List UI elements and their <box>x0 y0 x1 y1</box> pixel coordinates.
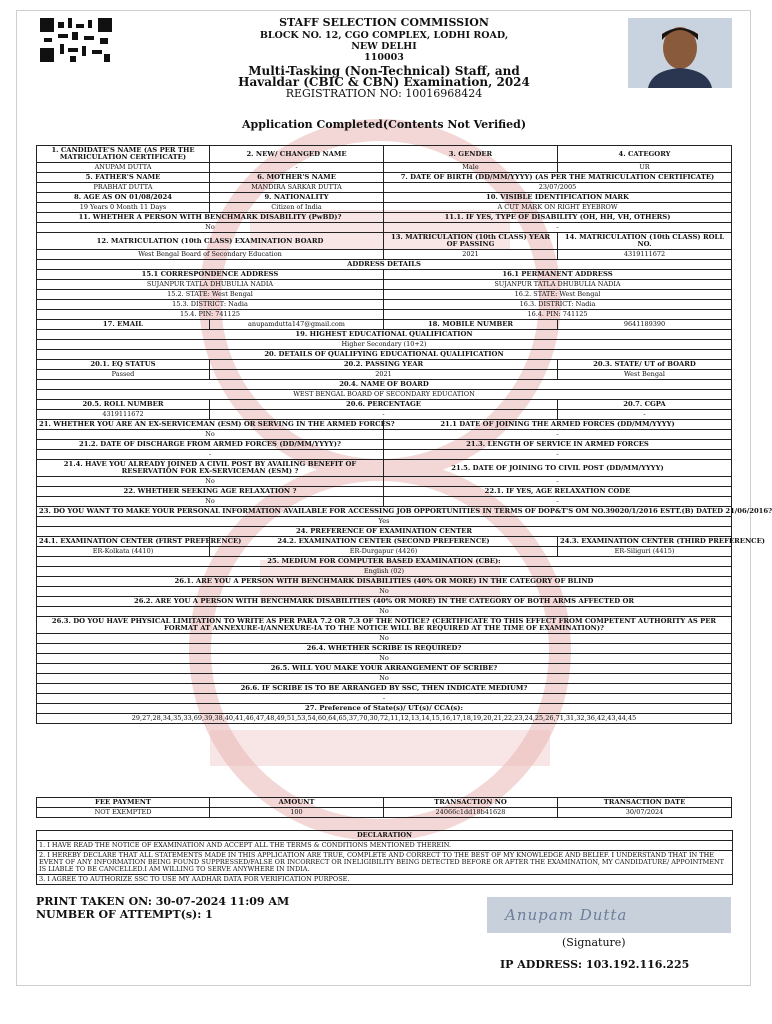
table-row <box>37 146 732 163</box>
table-row <box>37 340 732 350</box>
field-label: 26.3. DO YOU HAVE PHYSICAL LIMITATION TO WRITE AS PER PARA 7.2 OR 7.3 OF THE NOTICE? (CERTIFICATE TO THIS EFFECT FROM COMPETENT AUTHORITY AS PER FORMAT AT ANNEXURE-I/ANNEXURE-IA TO THE NOTICE WILL BE REQUIRED AT THE TIME OF EXAMINATION)? <box>37 617 732 634</box>
table-row <box>37 694 732 704</box>
field-value: 19 Years 0 Month 11 Days <box>37 203 210 213</box>
table-row <box>37 557 732 567</box>
field-value: Passed <box>37 370 210 380</box>
number-of-attempts: NUMBER OF ATTEMPT(s): 1 <box>36 908 213 921</box>
field-label: 20.1. EQ STATUS <box>37 360 210 370</box>
field-value: Citizen of India <box>210 203 384 213</box>
signature-label: (Signature) <box>562 936 626 949</box>
field-label: 26.2. ARE YOU A PERSON WITH BENCHMARK DISABILITIES (40% OR MORE) IN THE CATEGORY OF BOTH ARMS AFFECTED OR <box>37 597 732 607</box>
table-row <box>37 350 732 360</box>
field-value: 23/07/2005 <box>384 183 732 193</box>
org-title: STAFF SELECTION COMMISSION <box>279 16 489 29</box>
field-label: 21.1 DATE OF JOINING THE ARMED FORCES (DD/MM/YYYY) <box>384 420 732 430</box>
field-value: - <box>210 163 384 173</box>
field-value: No <box>37 477 384 487</box>
field-value: 15.3. DISTRICT: Nadia <box>37 300 384 310</box>
org-address-line1: BLOCK NO. 12, CGO COMPLEX, LODHI ROAD, <box>259 30 509 41</box>
table-row <box>37 607 732 617</box>
field-value: 15.4. PIN: 741125 <box>37 310 384 320</box>
field-label: 4. CATEGORY <box>558 146 732 163</box>
field-label: 11. WHETHER A PERSON WITH BENCHMARK DISABILITY (PwBD)? <box>37 213 384 223</box>
field-value: - <box>384 477 732 487</box>
transaction-no-value: 24066c1dd18b41628 <box>384 808 558 818</box>
field-label: 16.1 PERMANENT ADDRESS <box>384 270 732 280</box>
transaction-date-value: 30/07/2024 <box>558 808 732 818</box>
fee-payment-value: NOT EXEMPTED <box>37 808 210 818</box>
field-value: ER-Kolkata (4410) <box>37 547 210 557</box>
field-value: 16.3. DISTRICT: Nadia <box>384 300 732 310</box>
field-value: Yes <box>37 517 732 527</box>
table-row <box>37 537 732 547</box>
field-value: 2021 <box>210 370 558 380</box>
field-value: No <box>37 607 732 617</box>
field-label: 21.2. DATE OF DISCHARGE FROM ARMED FORCES (DD/MM/YYYY)? <box>37 440 384 450</box>
table-row <box>37 497 732 507</box>
declaration-box <box>36 830 733 885</box>
field-label: 5. FATHER'S NAME <box>37 173 210 183</box>
field-value: - <box>384 497 732 507</box>
field-value: UR <box>558 163 732 173</box>
table-row <box>37 547 732 557</box>
table-row <box>37 310 732 320</box>
field-label: 20.7. CGPA <box>558 400 732 410</box>
field-label: 13. MATRICULATION (10th CLASS) YEAR OF PASSING <box>384 233 558 250</box>
table-row <box>37 644 732 654</box>
field-value: - <box>558 410 732 420</box>
field-label: 20.5. ROLL NUMBER <box>37 400 210 410</box>
field-value: 15.2. STATE: West Bengal <box>37 290 384 300</box>
field-value: - <box>384 430 732 440</box>
exam-name-line2: Havaldar (CBIC & CBN) Examination, 2024 <box>238 75 530 89</box>
field-label: 27. Preference of State(s)/ UT(s)/ CCA(s): <box>37 704 732 714</box>
field-label: ADDRESS DETAILS <box>37 260 732 270</box>
field-value: No <box>37 587 732 597</box>
field-value: ER-Siliguri (4415) <box>558 547 732 557</box>
field-label: 20.6. PERCENTAGE <box>210 400 558 410</box>
table-row <box>37 507 732 517</box>
table-row <box>37 193 732 203</box>
field-label: 24.1. EXAMINATION CENTER (FIRST PREFERENCE) <box>37 537 210 547</box>
table-row <box>37 223 732 233</box>
table-row <box>37 280 732 290</box>
field-label: 24. PREFERENCE OF EXAMINATION CENTER <box>37 527 732 537</box>
field-value: anupamdutta147@gmail.com <box>210 320 384 330</box>
field-value: MANDIRA SARKAR DUTTA <box>210 183 384 193</box>
table-row <box>37 213 732 223</box>
print-taken-on: PRINT TAKEN ON: 30-07-2024 11:09 AM <box>36 895 290 908</box>
table-row <box>37 487 732 497</box>
table-row <box>37 684 732 694</box>
field-label: 26.6. IF SCRIBE IS TO BE ARRANGED BY SSC, THEN INDICATE MEDIUM? <box>37 684 732 694</box>
field-label: 22. WHETHER SEEKING AGE RELAXATION ? <box>37 487 384 497</box>
table-row <box>37 617 732 634</box>
field-value: No <box>37 497 384 507</box>
field-label: 14. MATRICULATION (10th CLASS) ROLL NO. <box>558 233 732 250</box>
candidate-photo <box>628 18 732 88</box>
table-row <box>37 634 732 644</box>
field-label: 2. NEW/ CHANGED NAME <box>210 146 384 163</box>
field-label: 25. MEDIUM FOR COMPUTER BASED EXAMINATION (CBE): <box>37 557 732 567</box>
table-row <box>37 664 732 674</box>
table-row <box>37 270 732 280</box>
table-row <box>37 330 732 340</box>
field-value: - <box>384 223 732 233</box>
field-value: No <box>37 634 732 644</box>
field-value: Higher Secondary (10+2) <box>37 340 732 350</box>
field-value: No <box>37 223 384 233</box>
field-value: 9641189390 <box>558 320 732 330</box>
field-value: - <box>37 450 384 460</box>
field-label: 11.1. IF YES, TYPE OF DISABILITY (OH, HH, VH, OTHERS) <box>384 213 732 223</box>
table-row <box>37 477 732 487</box>
field-label: 20.2. PASSING YEAR <box>210 360 558 370</box>
field-value: - <box>37 694 732 704</box>
table-row <box>37 460 732 477</box>
table-row <box>37 163 732 173</box>
field-value: English (02) <box>37 567 732 577</box>
field-value: 4319111672 <box>558 250 732 260</box>
field-value: - <box>210 410 558 420</box>
table-row <box>37 517 732 527</box>
application-status: Application Completed(Contents Not Verified) <box>241 118 527 131</box>
ip-address: IP ADDRESS: 103.192.116.225 <box>500 958 690 971</box>
field-value: No <box>37 674 732 684</box>
declaration-item: 1. I HAVE READ THE NOTICE OF EXAMINATION AND ACCEPT ALL THE TERMS & CONDITIONS MENTIONED THEREIN. <box>37 840 732 850</box>
field-value: A CUT MARK ON RIGHT EYEBROW <box>384 203 732 213</box>
transaction-no-header: TRANSACTION NO <box>384 798 558 808</box>
table-row <box>37 203 732 213</box>
field-label: 21.5. DATE OF JOINING TO CIVIL POST (DD/MM/YYYY) <box>384 460 732 477</box>
table-row <box>37 577 732 587</box>
field-label: 12. MATRICULATION (10th CLASS) EXAMINATION BOARD <box>37 233 384 250</box>
table-row <box>37 654 732 664</box>
field-label: 20. DETAILS OF QUALIFYING EDUCATIONAL QUALIFICATION <box>37 350 732 360</box>
table-row <box>37 260 732 270</box>
exam-name-line1: Multi-Tasking (Non-Technical) Staff, and <box>248 64 520 78</box>
field-label: 20.3. STATE/ UT of BOARD <box>558 360 732 370</box>
table-row <box>37 390 732 400</box>
declaration-title: DECLARATION <box>357 831 412 839</box>
table-row <box>37 380 732 390</box>
field-label: 18. MOBILE NUMBER <box>384 320 558 330</box>
table-row <box>37 320 732 330</box>
table-row <box>37 370 732 380</box>
table-row <box>37 250 732 260</box>
field-value: 16.2. STATE: West Bengal <box>384 290 732 300</box>
field-label: 26.4. WHETHER SCRIBE IS REQUIRED? <box>37 644 732 654</box>
field-value: SUJANPUR TATLA DHUBULIA NADIA <box>37 280 384 290</box>
field-value: 2021 <box>384 250 558 260</box>
table-row <box>37 450 732 460</box>
field-label: 21.3. LENGTH OF SERVICE IN ARMED FORCES <box>384 440 732 450</box>
application-details-table <box>36 145 772 724</box>
field-label: 7. DATE OF BIRTH (DD/MM/YYYY) (AS PER THE MATRICULATION CERTIFICATE) <box>384 173 732 183</box>
field-value: ER-Durgapur (4426) <box>210 547 558 557</box>
field-label: 6. MOTHER'S NAME <box>210 173 384 183</box>
registration-number: REGISTRATION NO: 10016968424 <box>285 87 483 100</box>
field-label: 10. VISIBLE IDENTIFICATION MARK <box>384 193 732 203</box>
table-row <box>37 360 732 370</box>
table-row <box>37 430 732 440</box>
table-row <box>37 400 732 410</box>
field-value: No <box>37 430 384 440</box>
field-label: 26.5. WILL YOU MAKE YOUR ARRANGEMENT OF SCRIBE? <box>37 664 732 674</box>
field-label: 15.1 CORRESPONDENCE ADDRESS <box>37 270 384 280</box>
amount-value: 100 <box>210 808 384 818</box>
table-row <box>37 714 732 724</box>
table-row <box>37 173 732 183</box>
field-label: 24.2. EXAMINATION CENTER (SECOND PREFERENCE) <box>210 537 558 547</box>
field-label: 21. WHETHER YOU ARE AN EX-SERVICEMAN (ESM) OR SERVING IN THE ARMED FORCES? <box>37 420 384 430</box>
signature-image <box>487 897 731 933</box>
field-label: 22.1. IF YES, AGE RELAXATION CODE <box>384 487 732 497</box>
field-label: 26.1. ARE YOU A PERSON WITH BENCHMARK DISABILITIES (40% OR MORE) IN THE CATEGORY OF BLIND <box>37 577 732 587</box>
field-value: WEST BENGAL BOARD OF SECONDARY EDUCATION <box>37 390 732 400</box>
table-row <box>37 704 732 714</box>
fee-payment-header: FEE PAYMENT <box>37 798 210 808</box>
field-label: 20.4. NAME OF BOARD <box>37 380 732 390</box>
table-row <box>37 597 732 607</box>
org-address-line2: NEW DELHI <box>351 41 417 52</box>
field-value: 16.4. PIN: 741125 <box>384 310 732 320</box>
field-label: 17. EMAIL <box>37 320 210 330</box>
amount-header: AMOUNT <box>210 798 384 808</box>
declaration-item: 3. I AGREE TO AUTHORIZE SSC TO USE MY AADHAR DATA FOR VERIFICATION PURPOSE. <box>37 874 732 884</box>
table-row <box>37 410 732 420</box>
field-value: West Bengal <box>558 370 732 380</box>
field-label: 23. DO YOU WANT TO MAKE YOUR PERSONAL INFORMATION AVAILABLE FOR ACCESSING JOB OPPORTUNITIES IN TERMS OF DOP&T'S OM NO.39020/1/2016 ESTT.(B) DATED 21/06/2016? <box>37 507 732 517</box>
table-row <box>37 183 732 193</box>
declaration-item: 2. I HEREBY DECLARE THAT ALL STATEMENTS MADE IN THIS APPLICATION ARE TRUE, COMPLETE AND CORRECT TO THE BEST OF MY KNOWLEDGE AND BELIEF. I UNDERSTAND THAT IN THE EVENT OF ANY INFORMATION BEING FOUND SUPPRESSED/FALSE OR INCORRECT OR INELIGIBILITY BEING DETECTED BEFORE OR AFTER THE EXAMINATION, MY CANDIDATURE/ APPOINTMENT IS LIABLE TO BE CANCELLED.I AM WILLING TO SERVE ANYWHERE IN INDIA. <box>37 850 732 874</box>
fee-payment-table <box>36 797 732 818</box>
field-label: 1. CANDIDATE'S NAME (AS PER THE MATRICULATION CERTIFICATE) <box>37 146 210 163</box>
field-value: 29,27,28,34,35,33,69,39,38,40,41,46,47,48,49,51,53,54,60,64,65,37,70,30,72,11,12,13,14,15,16,17,18,19,20,21,22,23,24,25,26,71,31,32,36,42,43,44,45 <box>37 714 732 724</box>
table-row <box>37 440 732 450</box>
transaction-date-header: TRANSACTION DATE <box>558 798 732 808</box>
field-label: 8. AGE AS ON 01/08/2024 <box>37 193 210 203</box>
signature-handwriting: Anupam Dutta <box>505 906 628 924</box>
org-pin: 110003 <box>364 52 404 63</box>
table-row <box>37 300 732 310</box>
table-row <box>37 527 732 537</box>
field-value: SUJANPUR TATLA DHUBULIA NADIA <box>384 280 732 290</box>
table-row <box>37 587 732 597</box>
table-row <box>37 420 732 430</box>
field-value: - <box>384 450 732 460</box>
field-label: 3. GENDER <box>384 146 558 163</box>
field-value: West Bengal Board of Secondary Education <box>37 250 384 260</box>
table-row <box>37 290 732 300</box>
field-label: 21.4. HAVE YOU ALREADY JOINED A CIVIL POST BY AVAILING BENEFIT OF RESERVATION FOR EX-SERVICEMAN (ESM) ? <box>37 460 384 477</box>
table-row <box>37 674 732 684</box>
field-value: ANUPAM DUTTA <box>37 163 210 173</box>
field-value: No <box>37 654 732 664</box>
field-value: Male <box>384 163 558 173</box>
field-value: PRABHAT DUTTA <box>37 183 210 193</box>
table-row <box>37 567 732 577</box>
table-row <box>37 233 732 250</box>
field-label: 19. HIGHEST EDUCATIONAL QUALIFICATION <box>37 330 732 340</box>
field-value: 4319111672 <box>37 410 210 420</box>
field-label: 9. NATIONALITY <box>210 193 384 203</box>
field-label: 24.3. EXAMINATION CENTER (THIRD PREFERENCE) <box>558 537 732 547</box>
